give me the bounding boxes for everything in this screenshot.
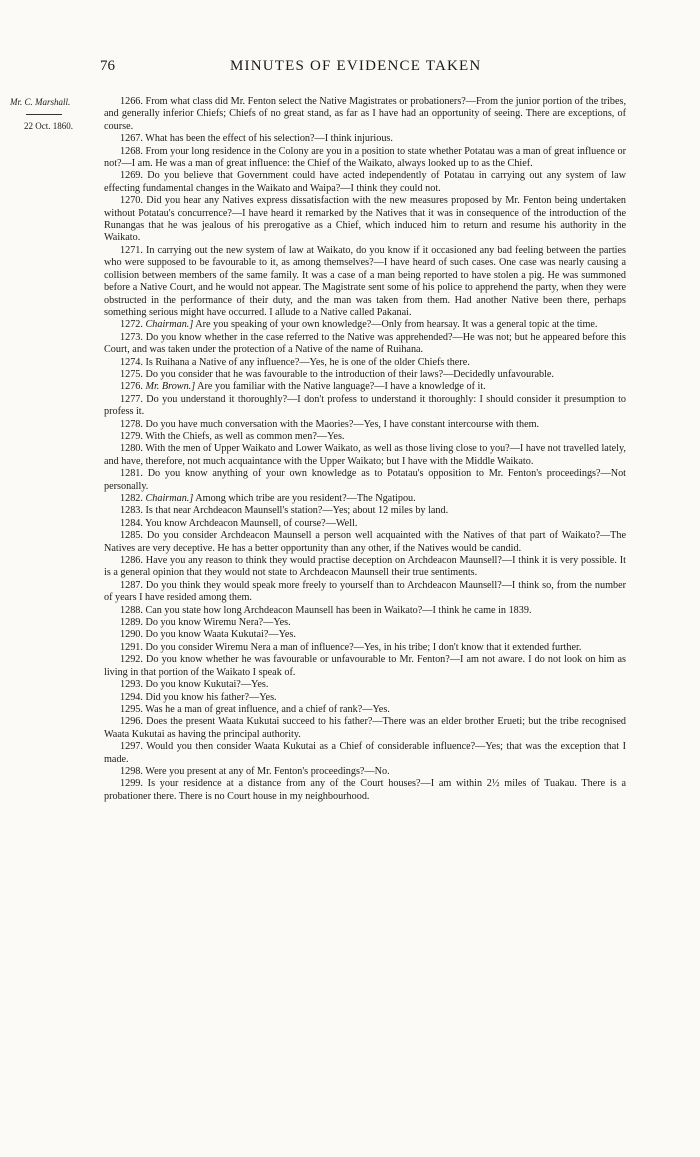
question-answer-text: From what class did Mr. Fenton select the Native Magistrates or probationers?—From the junior portion of the tribes, and generally inferior Chiefs; Chiefs of no great stand, as far as I have had an opportunity of seeing. There are exceptions, of course. xyxy=(104,96,626,132)
question-answer-text: Do you consider Archdeacon Maunsell a person well acquainted with the Natives of that part of Waikato?—The Natives are very deceptive. He has a better opportunity than any other, if the Natives would be candid. xyxy=(104,530,626,554)
speaker-label: Chairman.] xyxy=(145,493,194,504)
question-answer-text: Is Ruihana a Native of any influence?—Yes, he is one of the older Chiefs there. xyxy=(145,356,470,368)
question-answer-text: Do you think they would speak more freely to yourself than to Archdeacon Maunsell?—I think so, from the number of years I have resided among them. xyxy=(104,579,627,604)
evidence-entry xyxy=(104,704,626,716)
question-answer-text: Do you know Kukutai?—Yes. xyxy=(145,679,269,691)
margin-date: 22 Oct. 1860. xyxy=(24,121,73,131)
question-number: 1288. xyxy=(120,604,143,616)
question-number: 1295. xyxy=(120,703,143,715)
question-number: 1283. xyxy=(120,505,143,517)
question-answer-text: Do you understand it thoroughly?—I don't profess to understand it thoroughly: I should consider it presumption to profess it. xyxy=(104,393,626,418)
question-answer-text: Do you know Wiremu Nera?—Yes. xyxy=(145,617,291,629)
evidence-entry xyxy=(104,369,626,381)
evidence-entry xyxy=(104,716,626,741)
evidence-entry xyxy=(104,605,626,617)
evidence-entry xyxy=(104,431,626,443)
question-number: 1293. xyxy=(120,679,143,691)
question-answer-text: Do you know whether in the case referred to the Native was apprehended?—He was not; but he appeared before this Court, and was taken under the protection of a Native of the name of Ruihana. xyxy=(104,331,626,356)
question-number: 1282. xyxy=(120,493,143,504)
question-answer-text: Is your residence at a distance from any of the Court houses?—I am within 2½ miles of Tuakau. There is a probationer there. There is no Court house in my neighbourhood. xyxy=(104,778,626,802)
question-answer-text: Have you any reason to think they would practise deception on Archdeacon Maunsell?—I think it is very possible. It is a general opinion that they would not state to Archdeacon Maunsell their true sentiments. xyxy=(104,555,626,579)
evidence-entry xyxy=(104,493,626,505)
question-number: 1275. xyxy=(120,368,143,380)
question-number: 1290. xyxy=(120,629,143,641)
question-number: 1299. xyxy=(120,778,143,790)
speaker-label: Mr. Brown.] xyxy=(145,381,196,393)
question-number: 1266. xyxy=(120,96,143,107)
question-answer-text: Did you know his father?—Yes. xyxy=(145,691,277,703)
evidence-entry xyxy=(104,692,626,704)
question-number: 1294. xyxy=(120,691,143,703)
evidence-entry xyxy=(104,654,626,679)
question-number: 1277. xyxy=(120,393,143,405)
evidence-entry xyxy=(104,555,626,580)
evidence-entry xyxy=(104,580,626,605)
question-answer-text: What has been the effect of his selection?—I think injurious. xyxy=(145,133,393,145)
question-number: 1285. xyxy=(120,530,143,542)
evidence-entry xyxy=(104,778,626,803)
question-answer-text: In carrying out the new system of law at Waikato, do you know if it occasioned any bad feeling between the parties who were supposed to be favourable to it, as among themselves?—I have heard of such cases. One case was nearly causing a collision between members of the same family. It was a case of a man being reported to have stolen a pig. He was summoned before a Native Court, and he would not appear. The Magistrate sent some of his police to apprehend the party, when they were obstructed in the performance of their duty, and the man was taken from them. Had another Native been there, perhaps something serious might have occurred. I allude to a Native called Pakanai. xyxy=(104,244,626,318)
question-number: 1297. xyxy=(120,741,143,753)
question-answer-text: Are you speaking of your own knowledge?—Only from hearsay. It was a general topic at the time. xyxy=(195,319,598,331)
question-answer-text: Among which tribe are you resident?—The Ngatipou. xyxy=(195,493,416,504)
question-number: 1267. xyxy=(120,133,143,145)
question-number: 1280. xyxy=(120,443,143,455)
evidence-entry xyxy=(104,332,626,357)
question-number: 1284. xyxy=(120,517,143,529)
question-answer-text: Do you believe that Government could have acted independently of Potatau in carrying out any system of law effecting fundamental changes in the Waikato and Waipa?—I think they could not. xyxy=(104,170,627,194)
question-number: 1298. xyxy=(120,765,143,777)
evidence-entry xyxy=(104,617,626,629)
question-answer-text: You know Archdeacon Maunsell, of course?—Well. xyxy=(145,517,358,529)
question-answer-text: Do you consider that he was favourable to the introduction of their laws?—Decidedly unfavourable. xyxy=(145,368,554,380)
question-number: 1289. xyxy=(120,617,143,629)
evidence-entry xyxy=(104,394,626,419)
evidence-entry xyxy=(104,245,626,319)
question-answer-text: Does the present Waata Kukutai succeed to his father?—There was an elder brother Erueti; but the tribe recognised Waata Kukutai as having the principal authority. xyxy=(104,716,627,740)
question-answer-text: Is that near Archdeacon Maunsell's station?—Yes; about 12 miles by land. xyxy=(145,505,449,517)
evidence-entry xyxy=(104,518,626,530)
evidence-entry xyxy=(104,679,626,691)
question-number: 1276. xyxy=(120,381,143,393)
question-number: 1269. xyxy=(120,170,143,182)
margin-divider xyxy=(26,114,62,115)
evidence-entry xyxy=(104,195,626,245)
question-number: 1274. xyxy=(120,356,143,368)
evidence-entry xyxy=(104,629,626,641)
question-answer-text: Were you present at any of Mr. Fenton's proceedings?—No. xyxy=(145,765,390,777)
page-number: 76 xyxy=(100,58,115,74)
question-answer-text: From your long residence in the Colony are you in a position to state whether Potatau was a man of great influence or not?—I am. He was a man of great influence: the Chief of the Waikato, always looked up to as the Chief. xyxy=(104,145,626,170)
question-answer-text: Do you know Waata Kukutai?—Yes. xyxy=(145,629,296,641)
question-answer-text: Do you know whether he was favourable or unfavourable to Mr. Fenton?—I am not aware. I do not look on him as living in that portion of the Waikato I speak of. xyxy=(104,654,626,678)
question-answer-text: With the men of Upper Waikato and Lower Waikato, as well as those living close to you?—I have not travelled lately, and have, therefore, not much acquaintance with the Upper Waikato; but I have with the Middle Waikato. xyxy=(104,443,626,467)
question-number: 1281. xyxy=(120,468,143,480)
evidence-entry xyxy=(104,642,626,654)
question-number: 1291. xyxy=(120,641,143,653)
margin-witness-name: Mr. C. Marshall. xyxy=(10,97,71,107)
question-number: 1271. xyxy=(120,244,143,256)
evidence-entry xyxy=(104,146,626,171)
question-answer-text: Do you know anything of your own knowledge as to Potatau's opposition to Mr. Fenton's proceedings?—Not personally. xyxy=(104,468,626,492)
question-number: 1286. xyxy=(120,555,143,567)
question-answer-text: Do you have much conversation with the Maories?—Yes, I have constant intercourse with them. xyxy=(145,418,540,430)
question-answer-text: Did you hear any Natives express dissatisfaction with the new measures proposed by Mr. Fenton being undertaken without Potatau's concurrence?—I have heard it remarked by the Natives that it was in consequence of the introduction of the Runangas that he was jealous of his prerogative as a Chief, which induced him to return and resume his authority in the Waikato. xyxy=(104,195,627,244)
speaker-label: Chairman.] xyxy=(145,319,194,331)
question-number: 1268. xyxy=(120,145,143,157)
evidence-entry xyxy=(104,530,626,555)
evidence-entry xyxy=(104,319,626,331)
question-number: 1296. xyxy=(120,716,143,728)
evidence-entry xyxy=(104,741,626,766)
question-answer-text: Do you consider Wiremu Nera a man of influence?—Yes, in his tribe; I don't know that it extended further. xyxy=(145,641,582,653)
evidence-entry xyxy=(104,133,626,145)
evidence-entry xyxy=(104,468,626,493)
question-answer-text: Are you familiar with the Native language?—I have a knowledge of it. xyxy=(197,381,486,393)
evidence-entry xyxy=(104,96,626,133)
question-number: 1287. xyxy=(120,579,143,591)
evidence-entry xyxy=(104,381,626,393)
question-number: 1270. xyxy=(120,195,143,207)
question-answer-text: With the Chiefs, as well as common men?—Yes. xyxy=(145,430,345,442)
question-answer-text: Was he a man of great influence, and a chief of rank?—Yes. xyxy=(145,703,390,715)
evidence-entry xyxy=(104,443,626,468)
question-answer-text: Can you state how long Archdeacon Maunsell has been in Waikato?—I think he came in 1839. xyxy=(145,604,532,616)
evidence-entry xyxy=(104,357,626,369)
evidence-entry xyxy=(104,505,626,517)
evidence-entry xyxy=(104,766,626,778)
evidence-entry xyxy=(104,170,626,195)
question-number: 1273. xyxy=(120,331,143,343)
question-number: 1279. xyxy=(120,430,143,442)
running-title: MINUTES OF EVIDENCE TAKEN xyxy=(230,58,482,74)
question-number: 1278. xyxy=(120,418,143,430)
question-number: 1272. xyxy=(120,319,143,331)
question-answer-text: Would you then consider Waata Kukutai as a Chief of considerable influence?—Yes; that was the exception that I made. xyxy=(104,741,626,765)
question-number: 1292. xyxy=(120,654,143,666)
evidence-text xyxy=(104,96,626,803)
page-header xyxy=(0,58,700,82)
evidence-entry xyxy=(104,419,626,431)
